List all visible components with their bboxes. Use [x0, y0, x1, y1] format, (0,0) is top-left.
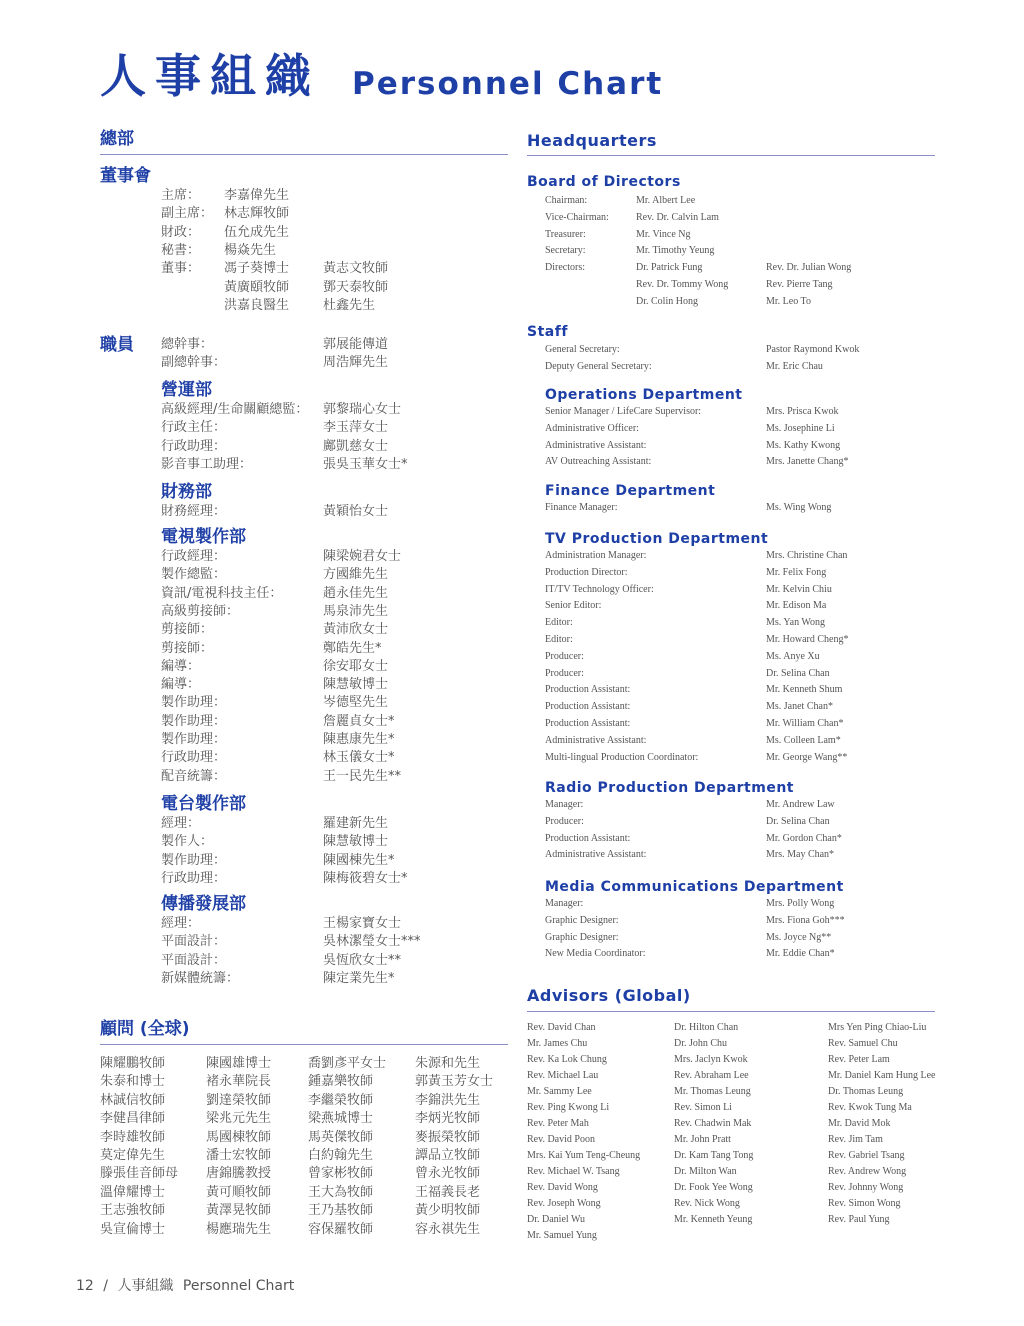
board-role-zh: 董事：: [161, 261, 201, 277]
department-name-en: Mrs. Polly Wong: [766, 898, 835, 909]
advisor-name-en: Mr. Sammy Lee: [527, 1086, 592, 1097]
advisor-name-en: Rev. Abraham Lee: [674, 1070, 749, 1081]
department-role-en: Production Director:: [545, 566, 628, 578]
department-role-zh: 行政助理：: [161, 438, 227, 454]
department-name-zh: 陳惠康先生*: [323, 732, 395, 747]
department-role-zh: 影音事工助理：: [161, 456, 253, 472]
department-role-zh: 行政助理：: [161, 750, 227, 766]
advisor-name-zh: 褚永華院長: [206, 1074, 272, 1090]
advisor-name-zh: 李繼榮牧師: [308, 1092, 374, 1108]
advisor-name-zh: 梁燕城博士: [308, 1111, 374, 1127]
advisor-name-en: Dr. John Chu: [674, 1038, 728, 1049]
department-role-en: Finance Manager:: [545, 502, 618, 513]
department-name-zh: 郭黎瑞心女士: [323, 402, 402, 417]
advisor-name-en: Rev. Jim Tam: [828, 1134, 883, 1145]
footer-title-en: Personnel Chart: [182, 1278, 295, 1294]
department-role-zh: 製作助理：: [161, 713, 227, 729]
department-role-zh: 平面設計：: [161, 952, 227, 968]
staff-name-zh: 郭展能傳道: [323, 337, 389, 352]
board-name-en: Dr. Colin Hong: [636, 295, 698, 307]
page-title-zh: 人事組織: [100, 49, 320, 103]
advisor-name-zh: 譚品立牧師: [415, 1148, 481, 1163]
department-name-zh: 王楊家寶女士: [323, 916, 402, 931]
advisor-name-zh: 李錦洪先生: [415, 1092, 481, 1108]
board-role-en: Treasurer:: [545, 228, 586, 240]
board-name-zh: 黃廣頤牧師: [224, 279, 290, 295]
board-role-zh: 財政：: [161, 224, 201, 240]
department-name-en: Mr. Felix Fong: [766, 566, 827, 578]
department-name-en: Ms. Yan Wong: [766, 617, 826, 629]
department-heading-en: Media Communications Department: [545, 879, 844, 895]
department-role-zh: 行政經理：: [161, 549, 227, 564]
board-role-en: Chairman:: [545, 195, 588, 206]
department-name-en: Dr. Selina Chan: [766, 815, 830, 827]
advisor-name-zh: 馬國棟牧師: [206, 1129, 272, 1145]
advisor-name-en: Rev. Gabriel Tsang: [828, 1150, 905, 1161]
department-role-zh: 經理：: [161, 816, 201, 831]
department-role-zh: 新媒體統籌：: [161, 970, 240, 986]
staff-role-en: Deputy General Secretary:: [545, 360, 652, 372]
department-role-en: Multi-lingual Production Coordinator:: [545, 751, 699, 763]
advisor-name-zh: 黃可順牧師: [206, 1184, 272, 1200]
advisors-rule-zh: [100, 1044, 508, 1045]
staff-role-en: General Secretary:: [545, 344, 620, 355]
department-name-en: Mr. Gordon Chan*: [766, 832, 842, 844]
department-role-en: New Media Coordinator:: [545, 948, 646, 960]
advisor-name-en: Mrs. Jaclyn Kwok: [674, 1054, 748, 1065]
department-role-en: Production Assistant:: [545, 832, 631, 844]
department-name-zh: 吳林潔瑩女士***: [323, 934, 421, 950]
board-name-zh: 黃志文牧師: [323, 261, 389, 277]
department-name-en: Mrs. Janette Chang*: [766, 456, 849, 468]
board-name-en: Mr. Leo To: [766, 295, 811, 307]
advisor-name-en: Rev. Ka Lok Chung: [527, 1054, 607, 1065]
advisor-name-en: Rev. David Poon: [527, 1134, 595, 1145]
department-name-zh: 陳梁婉君女士: [323, 549, 402, 564]
board-name-zh: 鄧天泰牧師: [323, 279, 389, 295]
department-name-zh: 羅建新先生: [323, 816, 389, 831]
advisor-name-en: Rev. Peter Lam: [828, 1054, 890, 1065]
advisor-name-en: Rev. Michael W. Tsang: [527, 1166, 620, 1177]
department-role-zh: 製作助理：: [161, 852, 227, 868]
advisor-name-zh: 陳耀鵬牧師: [100, 1056, 166, 1071]
advisor-name-en: Rev. Peter Mah: [527, 1118, 589, 1129]
board-name-en: Mr. Vince Ng: [636, 228, 691, 240]
board-name-zh: 杜鑫先生: [323, 297, 376, 313]
department-role-en: IT/TV Technology Officer:: [545, 583, 654, 595]
board-name-zh: 楊焱先生: [224, 242, 277, 258]
department-role-en: Manager:: [545, 799, 584, 810]
advisor-name-zh: 李炳光牧師: [415, 1111, 481, 1127]
department-role-zh: 財務經理：: [161, 504, 227, 519]
department-name-zh: 陳定業先生*: [323, 970, 395, 986]
department-heading-en: TV Production Department: [545, 531, 769, 547]
advisor-name-en: Dr. Milton Wan: [674, 1166, 737, 1177]
advisor-name-en: Rev. Samuel Chu: [828, 1038, 898, 1049]
advisors-rule-en: [527, 1011, 935, 1012]
department-role-zh: 編導：: [161, 658, 201, 674]
board-name-zh: 李嘉偉先生: [224, 188, 290, 203]
advisor-name-zh: 郭黃玉芳女士: [415, 1074, 494, 1090]
advisor-name-zh: 林誠信牧師: [100, 1092, 166, 1108]
advisor-name-en: Dr. Thomas Leung: [828, 1086, 904, 1097]
department-name-en: Mr. Edison Ma: [766, 600, 827, 612]
board-role-en: Directors:: [545, 262, 585, 274]
hq-rule-zh: [100, 154, 508, 155]
department-role-en: Production Assistant:: [545, 684, 631, 696]
advisor-name-en: Rev. Michael Lau: [527, 1070, 599, 1081]
staff-heading-en: Staff: [527, 324, 568, 340]
advisor-name-zh: 王福義長老: [415, 1184, 481, 1200]
staff-role-zh: 副總幹事：: [161, 355, 227, 371]
department-role-zh: 製作助理：: [161, 695, 227, 711]
department-name-en: Mr. Kenneth Shum: [766, 684, 843, 696]
board-name-en: Rev. Dr. Julian Wong: [766, 262, 852, 274]
department-role-en: Manager:: [545, 898, 584, 909]
advisor-name-en: Mr. Samuel Yung: [527, 1230, 597, 1241]
department-name-zh: 方國維先生: [323, 567, 389, 583]
department-role-zh: 剪接師：: [161, 640, 214, 656]
department-heading-zh: 營運部: [161, 380, 212, 400]
board-name-en: Dr. Patrick Fung: [636, 262, 703, 274]
advisor-name-en: Rev. Johnny Wong: [828, 1182, 904, 1193]
advisor-name-zh: 鍾嘉樂牧師: [308, 1074, 374, 1090]
department-role-zh: 行政主任：: [161, 420, 227, 436]
advisor-name-zh: 莫定偉先生: [100, 1148, 166, 1163]
advisor-name-zh: 滕張佳音師母: [100, 1166, 179, 1182]
advisor-name-en: Dr. Daniel Wu: [527, 1214, 586, 1225]
advisor-name-zh: 唐錦騰教授: [206, 1166, 272, 1182]
department-name-zh: 趙永佳先生: [323, 585, 389, 601]
page-footer: [76, 1275, 294, 1295]
advisor-name-zh: 馬英傑牧師: [308, 1129, 374, 1145]
department-heading-zh: 電台製作部: [161, 794, 246, 814]
department-role-en: Administration Manager:: [545, 550, 647, 561]
board-name-en: Mr. Timothy Yeung: [636, 245, 715, 257]
advisor-name-en: Rev. Paul Yung: [828, 1214, 890, 1225]
department-name-en: Ms. Wing Wong: [766, 502, 832, 513]
department-role-en: Administrative Assistant:: [545, 439, 647, 451]
advisor-name-zh: 陳國雄博士: [206, 1056, 272, 1071]
department-role-zh: 製作總監：: [161, 567, 227, 583]
advisor-name-en: Rev. Joseph Wong: [527, 1198, 601, 1209]
department-role-en: Producer:: [545, 667, 584, 679]
advisor-name-en: Rev. David Wong: [527, 1182, 598, 1193]
advisor-name-en: Mr. Daniel Kam Hung Lee: [828, 1070, 936, 1081]
department-role-en: Editor:: [545, 617, 573, 629]
department-name-en: Mr. William Chan*: [766, 718, 844, 729]
advisor-name-zh: 容保羅牧師: [308, 1221, 374, 1237]
advisor-name-en: Mr. James Chu: [527, 1038, 588, 1049]
board-heading-zh: 董事會: [100, 166, 151, 186]
department-name-en: Ms. Joyce Ng**: [766, 931, 832, 943]
department-heading-en: Finance Department: [545, 483, 716, 499]
department-name-zh: 吳恆欣女士**: [323, 952, 402, 968]
department-role-zh: 剪接師：: [161, 622, 214, 638]
advisor-name-zh: 曾永光牧師: [415, 1166, 481, 1182]
advisor-name-en: Dr. Hilton Chan: [674, 1022, 739, 1033]
footer-separator: /: [103, 1278, 108, 1294]
department-name-en: Mrs. Prisca Kwok: [766, 406, 839, 417]
board-role-zh: 副主席：: [161, 206, 214, 222]
department-name-zh: 林玉儀女士*: [323, 750, 395, 766]
department-role-en: Senior Editor:: [545, 600, 602, 612]
department-name-en: Dr. Selina Chan: [766, 667, 830, 679]
department-role-en: Editor:: [545, 634, 573, 645]
advisor-name-zh: 麥振榮牧師: [415, 1129, 481, 1145]
page-number: 12: [76, 1278, 94, 1294]
department-heading-en: Radio Production Department: [545, 780, 794, 796]
advisor-name-en: Rev. Ping Kwong Li: [527, 1102, 610, 1113]
advisor-name-en: Mr. David Mok: [828, 1118, 891, 1129]
department-name-zh: 陳國棟先生*: [323, 852, 395, 868]
board-heading-en: Board of Directors: [527, 174, 681, 190]
department-role-zh: 資訊/電視科技主任：: [161, 585, 283, 601]
department-role-zh: 配音統籌：: [161, 768, 227, 784]
department-role-en: Administrative Assistant:: [545, 734, 647, 746]
board-role-en: Vice-Chairman:: [545, 211, 609, 223]
advisor-name-zh: 吳宣倫博士: [100, 1221, 166, 1237]
staff-name-en: Mr. Eric Chau: [766, 360, 823, 372]
department-heading-zh: 財務部: [161, 482, 212, 502]
advisor-name-zh: 楊應瑞先生: [206, 1221, 272, 1237]
department-role-zh: 製作助理：: [161, 732, 227, 747]
board-role-zh: 秘書：: [161, 242, 201, 258]
department-role-en: Producer:: [545, 650, 584, 662]
department-name-en: Mr. Kelvin Chiu: [766, 583, 832, 595]
advisor-name-en: Rev. Chadwin Mak: [674, 1118, 752, 1129]
board-name-en: Rev. Pierre Tang: [766, 279, 833, 290]
board-name-zh: 馮子葵博士: [224, 261, 290, 277]
department-name-zh: 岑德堅先生: [323, 695, 389, 711]
board-role-en: Secretary:: [545, 245, 586, 257]
advisor-name-en: Rev. Simon Wong: [828, 1198, 901, 1209]
department-role-en: Production Assistant:: [545, 718, 631, 729]
department-name-en: Ms. Josephine Li: [766, 422, 835, 434]
department-name-en: Mr. Howard Cheng*: [766, 634, 849, 645]
department-role-zh: 高級剪接師：: [161, 603, 240, 619]
department-name-zh: 張吳玉華女士*: [323, 456, 408, 472]
advisor-name-zh: 曾家彬牧師: [308, 1166, 374, 1182]
advisor-name-zh: 李健昌律師: [100, 1111, 166, 1127]
advisor-name-zh: 李時雄牧師: [100, 1129, 166, 1145]
department-role-zh: 高級經理/生命關顧總監：: [161, 402, 309, 417]
advisors-heading-zh: 顧問 (全球): [100, 1019, 190, 1039]
advisor-name-en: Dr. Kam Tang Tong: [674, 1150, 754, 1161]
department-role-en: Senior Manager / LifeCare Supervisor:: [545, 406, 702, 417]
department-heading-en: Operations Department: [545, 387, 743, 403]
department-name-en: Ms. Colleen Lam*: [766, 734, 841, 746]
department-role-zh: 行政助理：: [161, 870, 227, 886]
advisor-name-en: Rev. Nick Wong: [674, 1198, 740, 1209]
staff-heading-zh: 職員: [100, 335, 134, 355]
department-name-zh: 李玉萍女士: [323, 420, 389, 436]
advisor-name-zh: 朱泰和博士: [100, 1074, 166, 1090]
department-role-en: Production Assistant:: [545, 701, 631, 713]
advisor-name-zh: 喬劉彥平女士: [308, 1056, 387, 1071]
department-role-en: Graphic Designer:: [545, 931, 619, 943]
board-name-zh: 伍允成先生: [224, 224, 290, 240]
advisor-name-zh: 王志強牧師: [100, 1203, 166, 1219]
advisor-name-zh: 朱源和先生: [415, 1056, 481, 1071]
department-role-zh: 平面設計：: [161, 934, 227, 950]
department-role-en: Graphic Designer:: [545, 914, 619, 926]
department-heading-zh: 電視製作部: [161, 527, 246, 547]
department-name-en: Mrs. Christine Chan: [766, 550, 848, 561]
advisor-name-zh: 黃澤晃牧師: [206, 1203, 272, 1219]
department-name-en: Mr. Eddie Chan*: [766, 948, 835, 960]
department-name-en: Mr. Andrew Law: [766, 799, 835, 810]
advisor-name-zh: 潘士宏牧師: [206, 1148, 272, 1163]
department-role-en: AV Outreaching Assistant:: [545, 456, 652, 468]
department-name-zh: 徐安耶女士: [323, 658, 389, 674]
board-role-zh: 主席：: [161, 188, 201, 203]
staff-name-zh: 周浩輝先生: [323, 355, 389, 371]
department-role-en: Administrative Assistant:: [545, 849, 647, 861]
board-name-en: Mr. Albert Lee: [636, 195, 696, 206]
page-title-en: Personnel Chart: [352, 66, 664, 102]
hq-heading-zh: 總部: [100, 129, 134, 149]
advisor-name-en: Rev. Andrew Wong: [828, 1166, 907, 1177]
hq-rule-en: [527, 155, 935, 156]
department-name-zh: 鄺凱慈女士: [323, 438, 389, 454]
department-role-en: Administrative Officer:: [545, 422, 639, 434]
advisor-name-en: Dr. Fook Yee Wong: [674, 1182, 753, 1193]
board-name-en: Rev. Dr. Tommy Wong: [636, 279, 729, 290]
advisor-name-zh: 王乃基牧師: [308, 1203, 374, 1219]
advisors-heading-en: Advisors (Global): [527, 986, 691, 1005]
advisor-name-zh: 容永祺先生: [415, 1221, 481, 1237]
department-role-zh: 編導：: [161, 677, 201, 693]
hq-heading-en: Headquarters: [527, 131, 657, 150]
department-name-en: Ms. Janet Chan*: [766, 701, 833, 713]
department-name-zh: 馬泉沛先生: [323, 603, 389, 619]
advisor-name-zh: 王大為牧師: [308, 1184, 374, 1200]
department-name-en: Mrs. May Chan*: [766, 849, 835, 861]
department-name-zh: 陳慧敏博士: [323, 834, 389, 850]
advisor-name-en: Rev. David Chan: [527, 1022, 596, 1033]
department-name-en: Mrs. Fiona Goh***: [766, 914, 845, 926]
advisor-name-en: Rev. Kwok Tung Ma: [828, 1102, 912, 1113]
advisor-name-en: Mr. Thomas Leung: [674, 1086, 751, 1097]
department-role-zh: 經理：: [161, 916, 201, 931]
board-name-zh: 林志輝牧師: [224, 206, 290, 222]
department-name-zh: 黃沛欣女士: [323, 622, 389, 638]
department-heading-zh: 傳播發展部: [161, 894, 246, 914]
advisor-name-en: Rev. Simon Li: [674, 1102, 732, 1113]
department-role-zh: 製作人：: [161, 834, 214, 850]
advisor-name-en: Mr. Kenneth Yeung: [674, 1214, 753, 1225]
advisor-name-en: Mrs Yen Ping Chiao-Liu: [828, 1022, 927, 1033]
advisor-name-zh: 白約翰先生: [308, 1148, 374, 1163]
department-name-zh: 詹麗貞女士*: [323, 713, 395, 729]
staff-role-zh: 總幹事：: [161, 337, 214, 352]
department-name-zh: 陳梅筱碧女士*: [323, 870, 408, 886]
department-name-en: Ms. Kathy Kwong: [766, 439, 841, 451]
department-name-en: Ms. Anye Xu: [766, 650, 820, 662]
board-name-zh: 洪嘉良醫生: [224, 297, 290, 313]
department-name-en: Mr. George Wang**: [766, 751, 848, 763]
department-name-zh: 陳慧敏博士: [323, 677, 389, 693]
department-name-zh: 王一民先生**: [323, 768, 402, 784]
staff-name-en: Pastor Raymond Kwok: [766, 344, 860, 355]
advisor-name-zh: 黃少明牧師: [415, 1203, 481, 1219]
department-name-zh: 鄭皓先生*: [323, 640, 382, 656]
advisor-name-zh: 梁兆元先生: [206, 1111, 272, 1127]
advisor-name-en: Mrs. Kai Yum Teng-Cheung: [527, 1150, 641, 1161]
department-name-zh: 黃穎怡女士: [323, 504, 389, 519]
footer-title-zh: 人事組織: [117, 1278, 174, 1294]
advisor-name-en: Mr. John Pratt: [674, 1134, 731, 1145]
board-name-en: Rev. Dr. Calvin Lam: [636, 211, 719, 223]
advisor-name-zh: 溫偉耀博士: [100, 1184, 166, 1200]
department-role-en: Producer:: [545, 815, 584, 827]
advisor-name-zh: 劉達榮牧師: [206, 1092, 272, 1108]
